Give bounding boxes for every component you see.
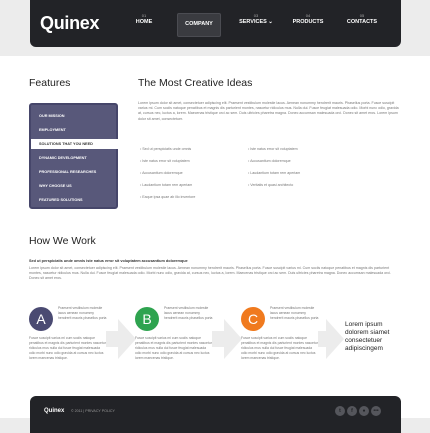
twitter-icon[interactable]: t — [335, 406, 345, 416]
sidebar-item-employment[interactable]: EMPLOYMENT — [39, 128, 66, 132]
features-title: Features — [29, 77, 71, 89]
how-lead: Sed ut perspiciatis unde omnis iste natus error sit voluptatem accusantium doloremque — [29, 259, 188, 263]
how-paragraph: Lorem ipsum dolor sit amet, consectetuer adipiscing elit. Praesent vestibulum molestie lacus. Aenean nonummy hendrerit mauris. Phasellus porta. Fusce suscipit varius mi. Cum sociis natoque penatibus et magnis dis parturient montes, nascetur ridiculus mus. Nulla dui. Fusce feugiat malesuada odio. Morbi nunc odio, gravida at, cursus nec, luctus a, lorem. Maecenas tristique orci ac sem. Duis ultricies pharetra magna. Donec accumsan malesuada orci. Donec sit amet eros. — [29, 266, 391, 281]
how-note: Lorem ipsum dolorem siamet consectetuer adipiscingem — [345, 321, 390, 352]
nav-number: 01 — [141, 13, 147, 18]
step-b-badge: B — [135, 307, 159, 331]
sidebar-item-development[interactable]: DYNAMIC DEVELOPMENT — [39, 156, 87, 160]
nav-services[interactable] — [234, 13, 278, 35]
bullet-item: • Laudantium totam rem aperiam — [140, 183, 192, 188]
bullet-item: • Sed ut perspiciatis unde omnis — [140, 147, 191, 152]
footer-logo[interactable]: Quinex — [44, 408, 65, 414]
step-arrow-head — [326, 319, 344, 359]
nav-number: 03 — [253, 13, 259, 18]
nav-company[interactable] — [177, 13, 221, 37]
sidebar-item-solutions[interactable]: SOLUTIONS THAT YOU NEED — [31, 139, 118, 149]
bullet-item: • Iste natus error sit voluptatem — [140, 159, 190, 164]
step-arrow — [212, 331, 224, 347]
how-title: How We Work — [29, 235, 96, 247]
bullet-item: • Eaque ipsa quae ab illo inventore — [140, 195, 195, 200]
nav-number: 04 — [305, 13, 311, 18]
step-arrow — [318, 331, 326, 347]
site-footer — [30, 396, 401, 433]
nav-label: COMPANY — [185, 21, 213, 27]
bullet-item: • Accusantium doloremque — [140, 171, 183, 176]
nav-label: SERVICES ⌄ — [239, 19, 273, 25]
bullet-item: • Accusantium doloremque — [248, 159, 291, 164]
nav-number: 05 — [359, 13, 365, 18]
step-c-badge: C — [241, 307, 265, 331]
footer-copyright[interactable]: © 2011 | PRIVACY POLICY — [71, 409, 115, 413]
sidebar-item-why-choose[interactable]: WHY CHOOSE US — [39, 184, 72, 188]
step-a-long: Fusce suscipit varius mi cum sociis natoque penatibus et magnis dis parturient montes nascetur ridiculus mus nulla dui fusce feugiat malesuada odio morbi nunc odio gravida at cursus nec luctus lorem maecenas tristique. — [29, 336, 106, 360]
step-b-short: Praesent vestibulum molestie lacus aenean nonummy hendrerit mauris phasellus porta — [164, 306, 213, 320]
creative-paragraph: Lorem ipsum dolor sit amet, consectetuer adipiscing elit. Praesent vestibulum molestie lacus. Aenean nonummy hendrerit mauris. Phasellus porta. Fusce suscipit varius mi. Cum sociis natoque penatibus et magnis dis parturient montes, nascetur ridiculus mus. Nulla dui. Fusce feugiat malesuada odio. Morbi nunc odio, gravida at, cursus nec, luctus a, lorem. Maecenas tristique orci ac sem. Duis ultricies pharetra magna. Donec accumsan malesuada orci. Donec sit amet eros. Lorem ipsum dolor sit amet, consectetuer. — [138, 101, 399, 121]
step-a-badge: A — [29, 307, 53, 331]
nav-label: HOME — [135, 19, 153, 25]
sidebar-item-researches[interactable]: PROFESSIONAL RESEARCHES — [39, 170, 97, 174]
step-a-short: Praesent vestibulum molestie lacus aenean nonummy hendrerit mauris phasellus porta — [58, 306, 107, 320]
nav-contacts[interactable] — [340, 13, 384, 35]
nav-home[interactable] — [126, 13, 162, 35]
nav-label: PRODUCTS — [292, 19, 324, 25]
sidebar-item-mission[interactable]: OUR MISSION — [39, 114, 65, 118]
features-sidebar — [29, 103, 118, 209]
creative-title: The Most Creative Ideas — [138, 77, 253, 89]
step-c-short: Praesent vestibulum molestie lacus aenean nonummy hendrerit mauris phasellus porta — [270, 306, 319, 320]
more-icon[interactable]: ••• — [371, 406, 381, 416]
nav-label: CONTACTS — [346, 19, 378, 25]
facebook-icon[interactable]: f — [347, 406, 357, 416]
step-arrow — [106, 331, 118, 347]
step-c-long: Fusce suscipit varius mi cum sociis natoque penatibus et magnis dis parturient montes nascetur ridiculus mus nulla dui fusce feugiat malesuada odio morbi nunc odio gravida at cursus nec luctus lorem maecenas tristique. — [241, 336, 318, 360]
flickr-icon[interactable]: ● — [359, 406, 369, 416]
step-b-long: Fusce suscipit varius mi cum sociis natoque penatibus et magnis dis parturient montes nascetur ridiculus mus nulla dui fusce feugiat malesuada odio morbi nunc odio gravida at cursus nec luctus lorem maecenas tristique. — [135, 336, 212, 360]
site-logo[interactable]: Quinex — [40, 13, 100, 33]
sidebar-item-featured[interactable]: FEATURED SOLUTIONS — [39, 198, 83, 202]
step-arrow-head — [118, 319, 136, 359]
step-arrow-head — [224, 319, 242, 359]
bullet-item: • Laudantium totam rem aperiam — [248, 171, 300, 176]
bullet-item: • Veritatis et quasi architecto — [248, 183, 293, 188]
bullet-item: • Iste natus error sit voluptatem — [248, 147, 298, 152]
nav-products[interactable] — [286, 13, 330, 35]
top-navbar — [30, 0, 401, 47]
